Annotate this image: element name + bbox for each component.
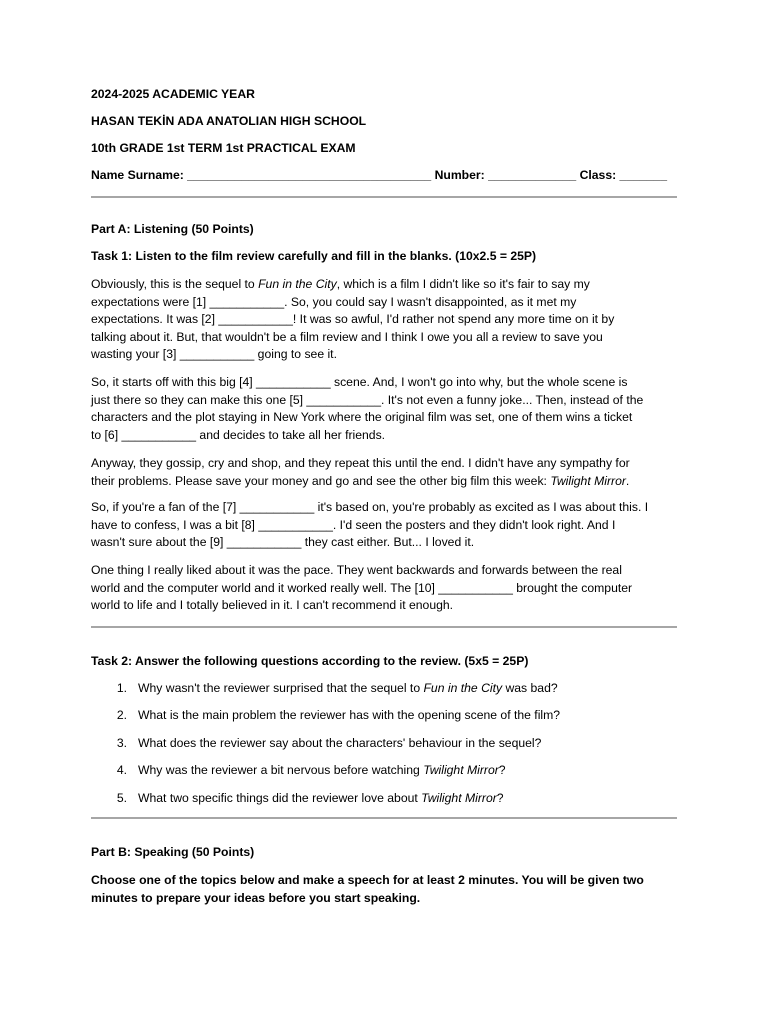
- question-item: 2. What is the main problem the reviewer has with the opening scene of the film?: [116, 708, 561, 722]
- part-b-title: Part B: Speaking (50 Points): [91, 845, 255, 859]
- divider: [91, 196, 677, 198]
- task1-title: Task 1: Listen to the film review carefully and fill in the blanks. (10x2.5 = 25P): [91, 249, 537, 263]
- review-paragraph-5: One thing I really liked about it was the pace. They went backwards and forwards between the real world and the computer world and it worked really well. The [10] ___________ brought the computer world to life and I totally believed in it. I can't recommend it enough.: [91, 563, 633, 613]
- exam-title: 10th GRADE 1st TERM 1st PRACTICAL EXAM: [91, 141, 356, 155]
- academic-year: 2024-2025 ACADEMIC YEAR: [91, 87, 255, 101]
- question-item: 3. What does the reviewer say about the characters' behaviour in the sequel?: [116, 736, 542, 750]
- divider: [91, 626, 677, 628]
- review-paragraph-2: So, it starts off with this big [4] ___________ scene. And, I won't go into why, but the whole scene is just there so they can make this one [5] ___________. It's not even a funny joke... Then, instead of the characters and the plot staying in New York where the original film was set, one of them wins a ticket to [6] ___________ and decides to take all her friends.: [91, 375, 644, 442]
- speaking-instructions: Choose one of the topics below and make a speech for at least 2 minutes. You will be given two minutes to prepare your ideas before you start speaking.: [91, 873, 644, 905]
- student-info-line: Name Surname: ____________________________________ Number: _____________ Class: _______: [91, 168, 667, 182]
- question-item: 5. What two specific things did the reviewer love about Twilight Mirror?: [116, 791, 504, 805]
- film-title: Twilight Mirror: [550, 473, 626, 488]
- film-title: Fun in the City: [258, 277, 337, 291]
- review-paragraph-3: Anyway, they gossip, cry and shop, and they repeat this until the end. I didn't have any sympathy for their problems. Please save your money and go and see the other big film this week: Twilight Mirror.: [91, 456, 630, 488]
- review-paragraph-4: So, if you're a fan of the [7] ___________ it's based on, you're probably as excited as I was about this. I have to confess, I was a bit [8] ___________. I'd seen the posters and they didn't look right. And I wasn't sure about the [9] ___________ they cast either. But... I loved it.: [91, 500, 649, 550]
- school-name: HASAN TEKİN ADA ANATOLIAN HIGH SCHOOL: [91, 114, 367, 128]
- task2-title: Task 2: Answer the following questions according to the review. (5x5 = 25P): [91, 654, 529, 668]
- review-paragraph-1: Obviously, this is the sequel to Fun in the City, which is a film I didn't like so it's fair to say my expectations were [1] ___________. So, you could say I wasn't disappointed, as it met my expectations. It was [2] ___________! It was so awful, I'd rather not spend any more time on it by talking about it. But, that wouldn't be a film review and I think I owe you all a review to save you wasting your [3] ___________ going to see it.: [91, 277, 615, 362]
- question-item: 4. Why was the reviewer a bit nervous before watching Twilight Mirror?: [116, 763, 506, 777]
- part-a-title: Part A: Listening (50 Points): [91, 222, 254, 236]
- divider: [91, 817, 677, 819]
- question-item: 1. Why wasn't the reviewer surprised that the sequel to Fun in the City was bad?: [116, 681, 558, 695]
